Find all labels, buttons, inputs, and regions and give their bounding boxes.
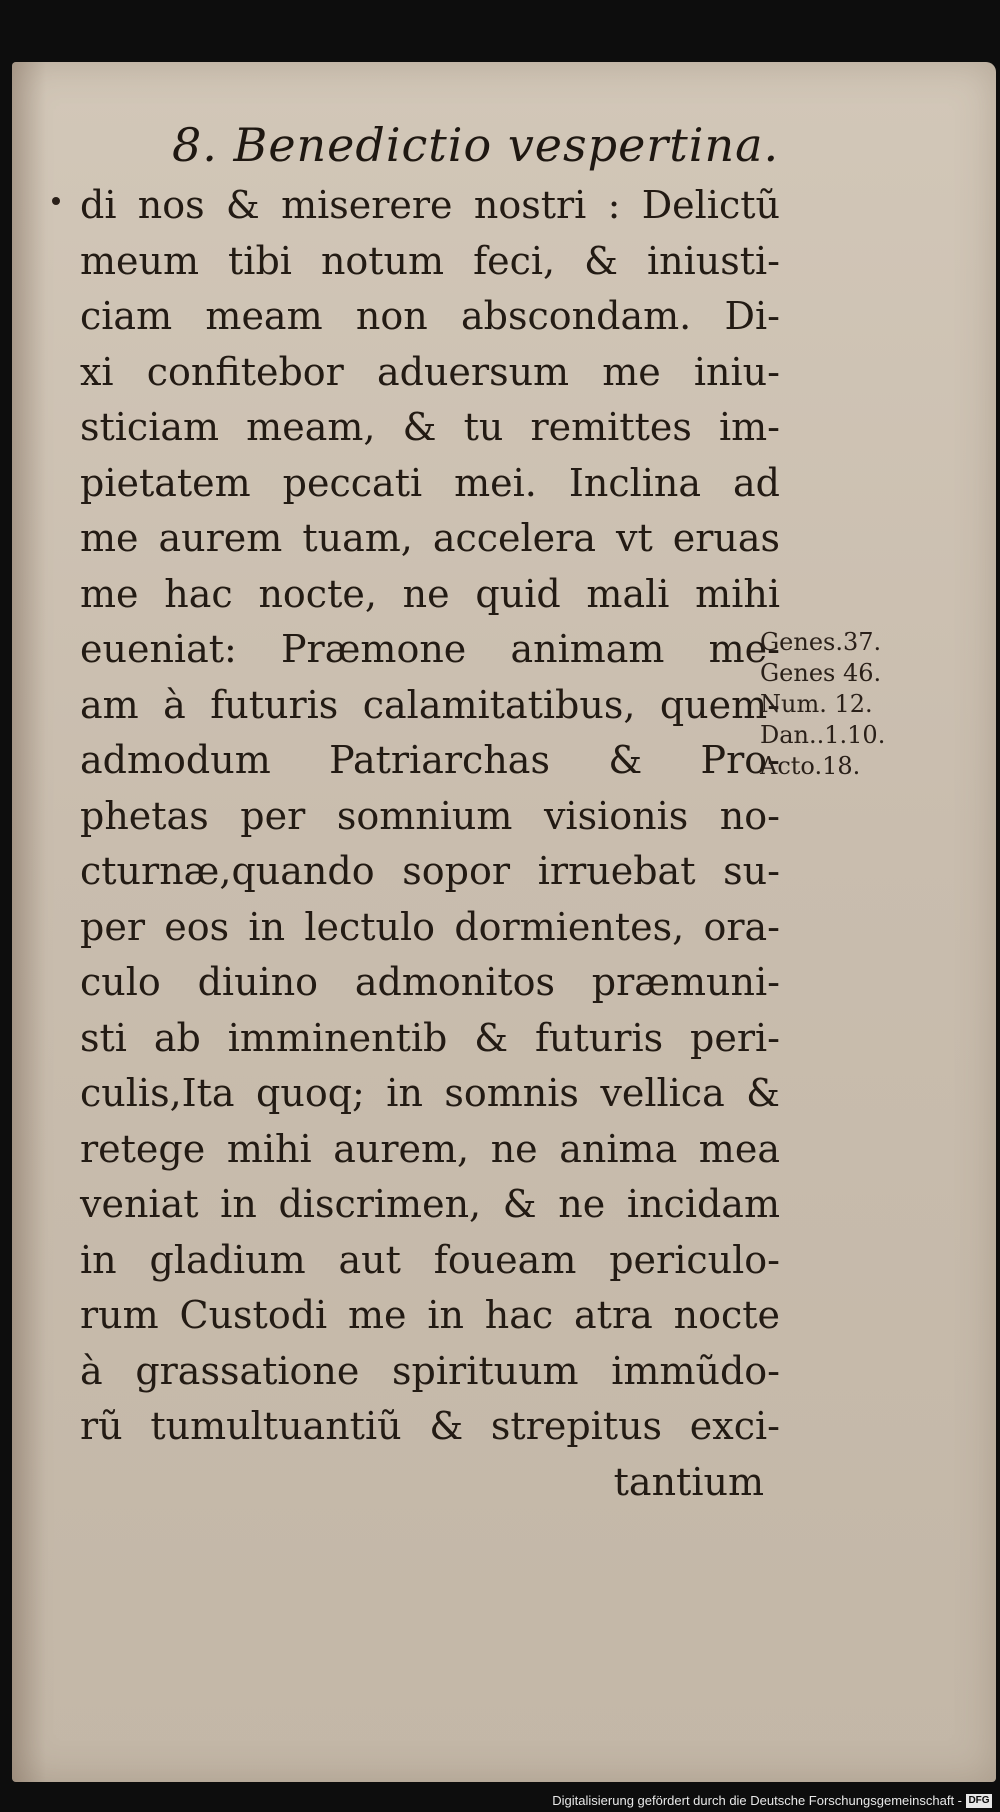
text-line: meum tibi notum feci, & iniusti-: [80, 238, 780, 283]
text-line: culis,Ita quoq; in somnis vellica &: [80, 1071, 780, 1115]
text-line: am à futuris calamitatibus, quem-: [80, 682, 780, 727]
text-line: culo diuino admonitos præmuni-: [80, 960, 780, 1004]
text-line: sticiam meam, & tu remittes im-: [80, 405, 780, 449]
dfg-logo: DFG: [966, 1794, 992, 1808]
margin-note: Acto.18.: [760, 752, 861, 780]
margin-note: Num. 12.: [760, 690, 873, 718]
text-line: à grassatione spirituum immũdo-: [80, 1348, 780, 1393]
text-line: phetas per somnium visionis no-: [80, 793, 780, 838]
catchword: tantium: [613, 1459, 764, 1504]
text-line: cturnæ,quando sopor irruebat su-: [80, 849, 780, 893]
body-text: [80, 178, 780, 1510]
text-line: me aurem tuam, accelera vt eruas: [80, 516, 780, 560]
running-head: 8. Benedictio vespertina.: [172, 118, 780, 172]
text-line: sti ab imminentib & futuris peri-: [80, 1015, 780, 1060]
text-line: eueniat: Præmone animam me-: [80, 627, 780, 671]
margin-note: Genes.37.: [760, 628, 882, 656]
text-line: per eos in lectulo dormientes, ora-: [80, 904, 780, 949]
text-line: rũ tumultuantiũ & strepitus exci-: [80, 1404, 780, 1448]
text-line: admodum Patriarchas & Pro-: [80, 738, 780, 782]
digitization-credit: Digitalisierung gefördert durch die Deutsche Forschungsgemeinschaft -: [552, 1793, 962, 1808]
margin-notes: [760, 627, 910, 782]
text-line: me hac nocte, ne quid mali mihi: [80, 571, 780, 616]
margin-note: Dan..1.10.: [760, 721, 886, 749]
text-line: ciam meam non abscondam. Di-: [80, 294, 780, 338]
text-line: retege mihi aurem, ne anima mea: [80, 1126, 780, 1171]
book-page: [12, 62, 996, 1782]
margin-note: Genes 46.: [760, 659, 882, 687]
text-line: pietatem peccati mei. Inclina ad: [80, 460, 780, 505]
bullet-mark-icon: [52, 197, 60, 205]
text-line: rum Custodi me in hac atra nocte: [80, 1293, 780, 1337]
page-edge-shadow: [12, 62, 46, 1782]
text-line: in gladium aut foueam periculo-: [80, 1237, 780, 1282]
text-line: xi confitebor aduersum me iniu-: [80, 349, 780, 394]
text-line: veniat in discrimen, & ne incidam: [80, 1182, 780, 1226]
text-line: di nos & miserere nostri : Delictũ: [80, 183, 780, 227]
